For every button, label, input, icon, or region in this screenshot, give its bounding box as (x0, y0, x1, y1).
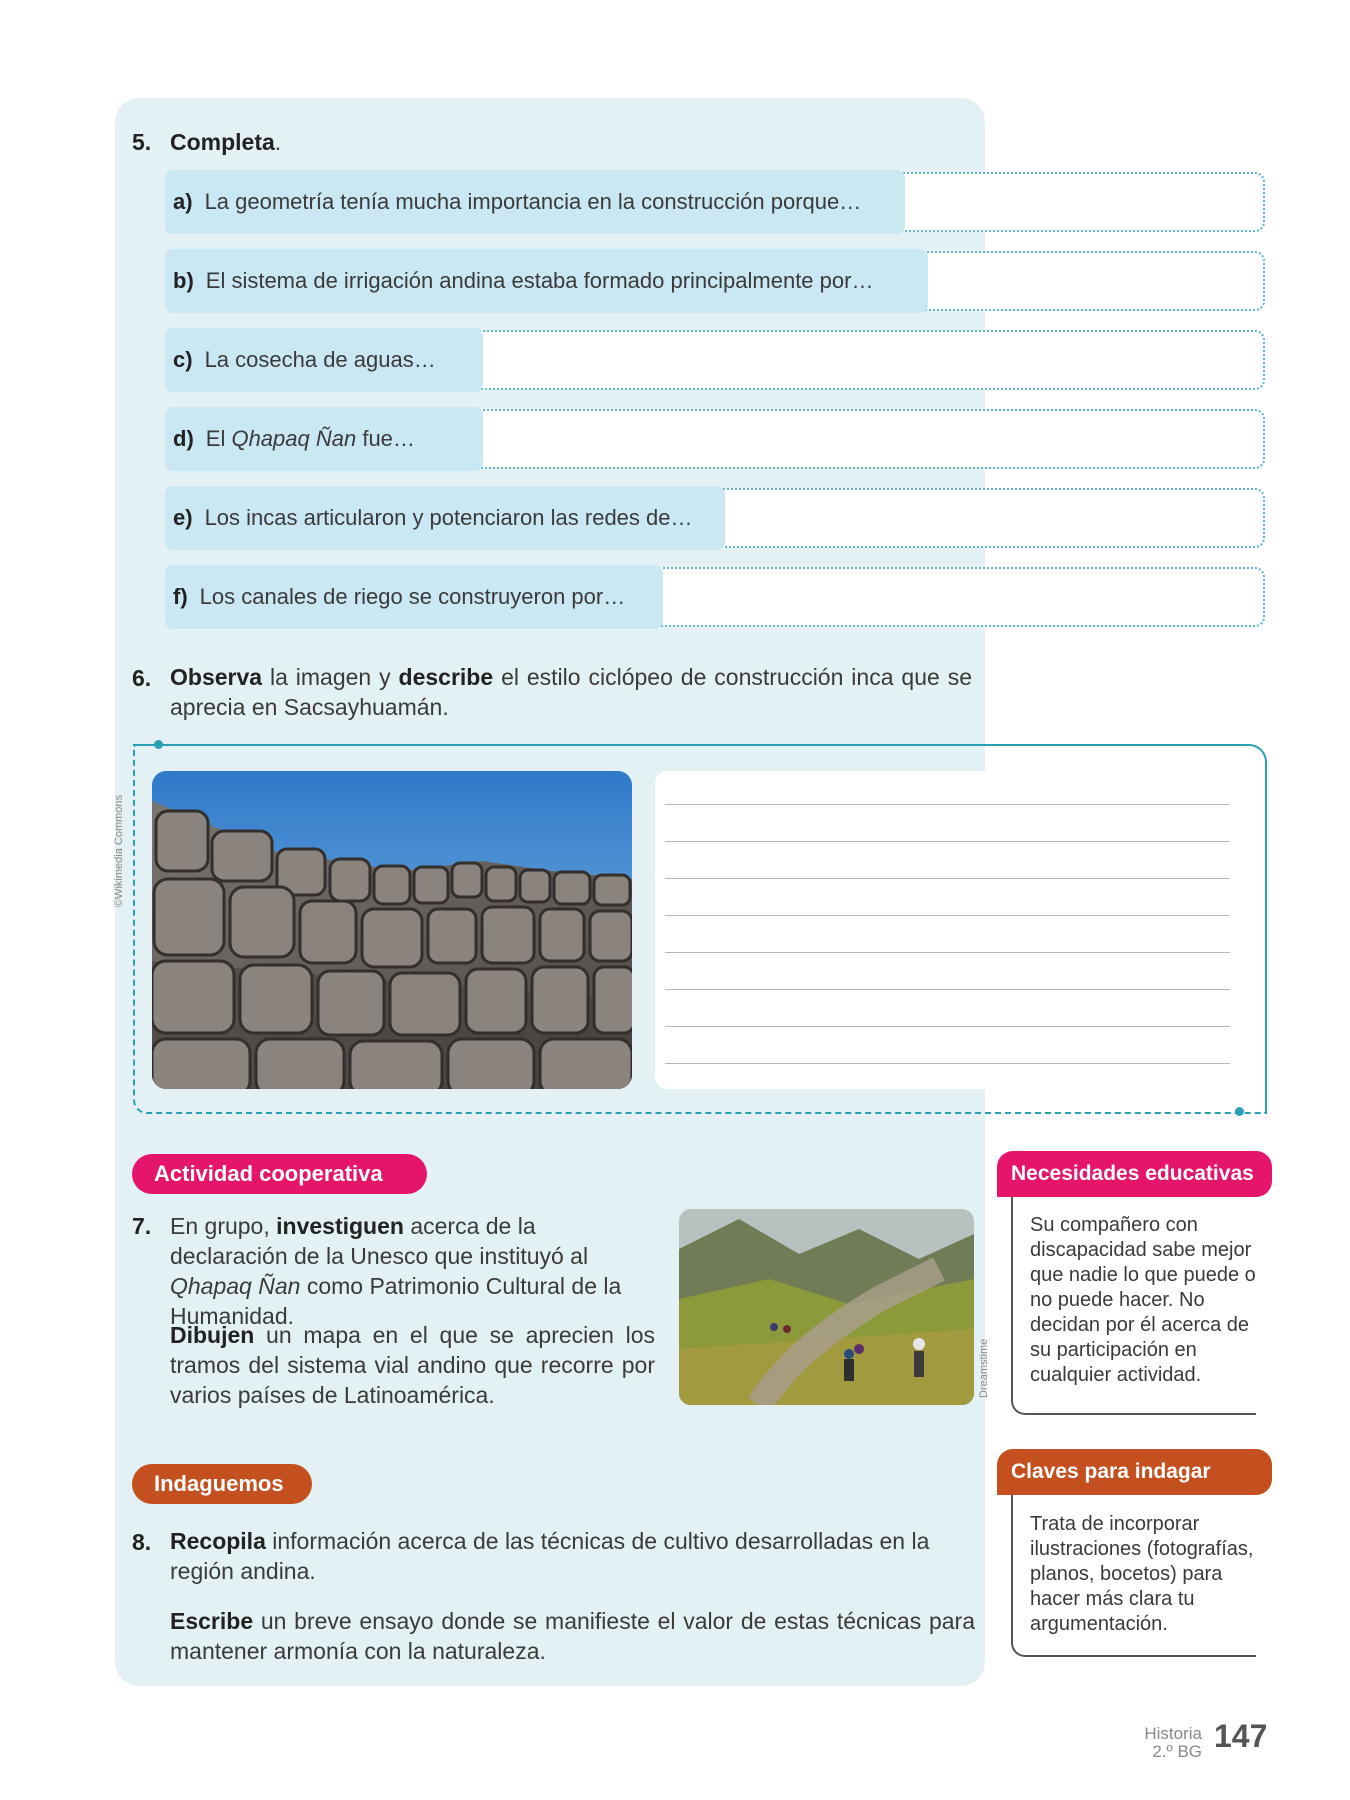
cooperative-activity-label: Actividad cooperativa (132, 1154, 427, 1194)
trail-photo-credit: Dreamstime (978, 1338, 990, 1398)
write-line (665, 915, 1230, 916)
item-c: c) La cosecha de aguas… (165, 328, 483, 392)
q6-prompt: Observa la imagen y describe el estilo ciclópeo de construcción inca que se aprecia en Sacsayhuamán. (170, 664, 972, 720)
item-a: a) La geometría tenía mucha importancia en la construcción porque… (165, 170, 905, 234)
research-keys-text: Trata de incorporar ilustraciones (fotografías, planos, bocetos) para hacer más clara tu argumentación. (1030, 1513, 1254, 1635)
q7-number: 7. (132, 1213, 152, 1239)
stone-wall-image (152, 771, 632, 1089)
item-e: e) Los incas articularon y potenciaron las redes de… (165, 486, 725, 550)
educational-needs-text: Su compañero con discapacidad sabe mejor que nadie lo que puede o no puede hacer. No decidan por él acerca de su participación en cualquier actividad. (1030, 1214, 1256, 1386)
page-number: 147 (1214, 1718, 1268, 1754)
q6-number: 6. (132, 665, 152, 691)
write-line (665, 841, 1230, 842)
item-d: d) El Qhapaq Ñan fue… (165, 407, 483, 471)
frame-dot-end (1235, 1107, 1244, 1116)
item-b: b) El sistema de irrigación andina estaba formado principalmente por… (165, 249, 928, 313)
q8-paragraph-1: Recopila información acerca de las técnicas de cultivo desarrolladas en la región andina. (170, 1528, 930, 1584)
q7-paragraph-2: Dibujen un mapa en el que se aprecien los tramos del sistema vial andino que recorre por varios países de Latinoamérica. (170, 1322, 655, 1408)
indaguemos-label: Indaguemos (132, 1464, 312, 1504)
wall-photo-credit: ©Wikimedia Commons (113, 794, 125, 907)
q5-title: Completa. (170, 129, 282, 155)
sacsayhuaman-wall-photo (152, 771, 632, 1089)
write-line (665, 989, 1230, 990)
write-line (665, 1063, 1230, 1064)
write-line (665, 804, 1230, 805)
q6-answer-box[interactable] (655, 771, 1250, 1089)
footer-subject: Historia 2.º BG (1144, 1724, 1202, 1761)
item-f: f) Los canales de riego se construyeron por… (165, 565, 663, 629)
q8-paragraph-2: Escribe un breve ensayo donde se manifieste el valor de estas técnicas para mantener armonía con la naturaleza. (170, 1608, 975, 1664)
q8-number: 8. (132, 1529, 152, 1555)
andean-trail-photo (679, 1209, 974, 1405)
q7-paragraph-1: En grupo, investiguen acerca de la declaración de la Unesco que instituyó al Qhapaq Ñan como Patrimonio Cultural de la Humanidad. (170, 1213, 628, 1329)
write-line (665, 952, 1230, 953)
q5-number: 5. (132, 129, 152, 155)
research-keys-title: Claves para indagar (997, 1449, 1272, 1495)
educational-needs-title: Necesidades educativas (997, 1151, 1272, 1197)
write-line (665, 1026, 1230, 1027)
write-line (665, 878, 1230, 879)
frame-dot-start (154, 740, 163, 749)
trail-image (679, 1209, 974, 1405)
